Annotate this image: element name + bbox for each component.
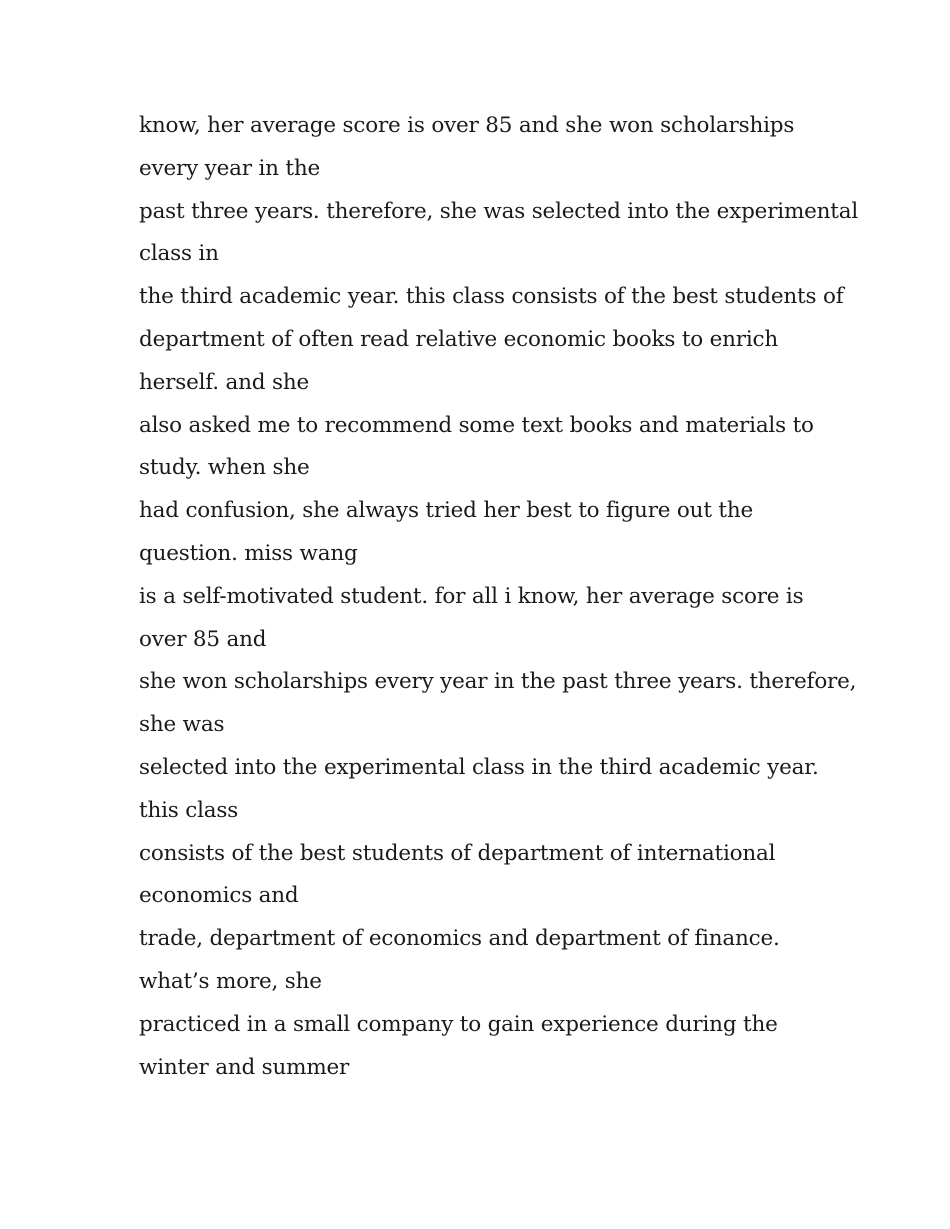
text-line: every year in the <box>139 155 321 181</box>
text-line: herself. and she <box>139 369 310 395</box>
text-line: know, her average score is over 85 and she won scholarships <box>139 113 795 138</box>
text-line: class in <box>139 241 219 267</box>
text-line: she was <box>139 712 225 738</box>
text-line: practiced in a small company to gain experience during the <box>139 1011 778 1037</box>
text-line: she won scholarships every year in the past three years. therefore, <box>139 669 857 695</box>
text-line: trade, department of economics and department of finance. <box>139 926 780 952</box>
text-line: had confusion, she always tried her best to figure out the <box>139 498 753 524</box>
text-line: the third academic year. this class consists of the best students of <box>139 284 844 310</box>
text-line: over 85 and <box>139 626 267 652</box>
text-line: what’s more, she <box>139 968 322 994</box>
text-line: consists of the best students of department of international <box>139 840 776 866</box>
text-line: winter and summer <box>139 1054 350 1080</box>
text-line: department of often read relative economic books to enrich <box>139 326 779 352</box>
text-line: economics and <box>139 883 299 909</box>
text-line: is a self-motivated student. for all i know, her average score is <box>139 583 804 609</box>
text-line: also asked me to recommend some text books and materials to <box>139 412 814 438</box>
text-line: study. when she <box>139 455 310 481</box>
body-text <box>139 105 859 1089</box>
text-line: this class <box>139 797 239 823</box>
text-line: selected into the experimental class in the third academic year. <box>139 754 819 780</box>
text-line: past three years. therefore, she was selected into the experimental <box>139 198 859 224</box>
text-line: question. miss wang <box>139 540 358 566</box>
